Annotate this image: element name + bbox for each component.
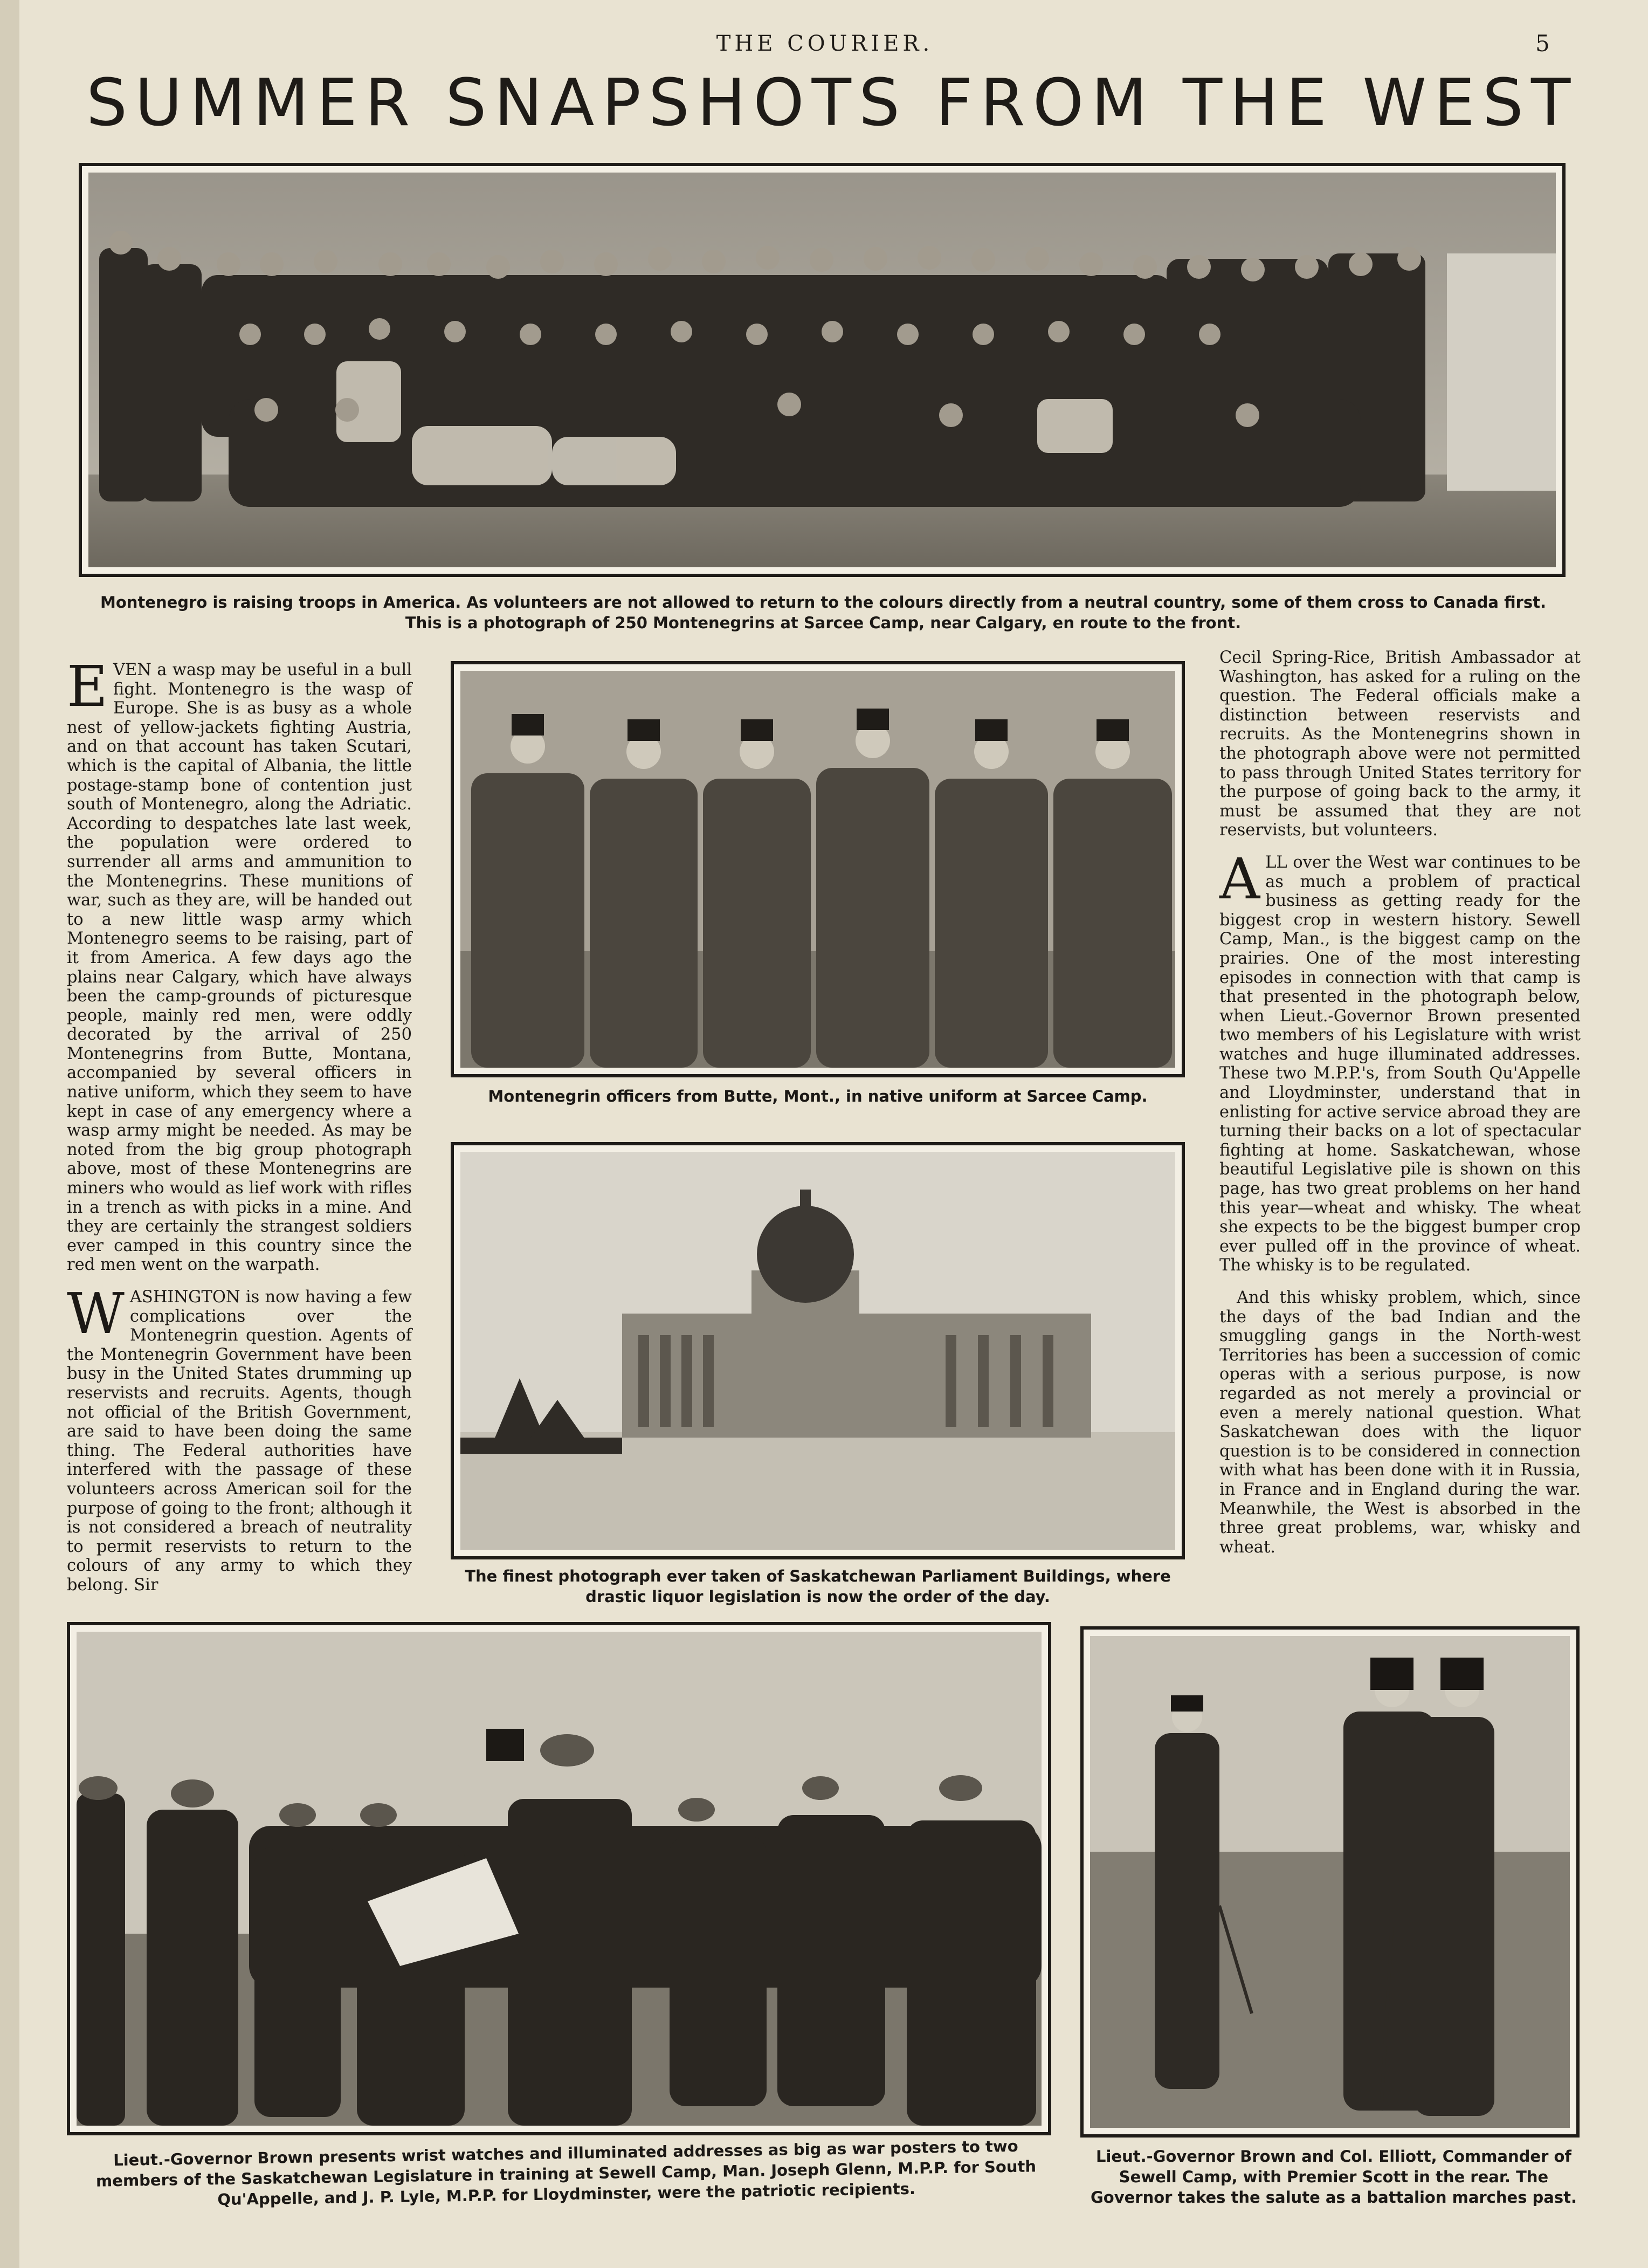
running-head: THE COURIER. — [716, 31, 934, 56]
caption-governor-photo: Lieut.-Governor Brown and Col. Elliott, Commander of Sewell Camp, with Premier Scott in the rear. The Governor takes the salute as a battalion marches past. — [1090, 2147, 1577, 2207]
page-number: 5 — [1535, 30, 1550, 57]
article-column-left — [67, 654, 412, 1608]
photo-governor-and-commander — [1080, 1626, 1580, 2138]
officers-photo-illustration — [460, 671, 1175, 1068]
drop-cap: A — [1219, 846, 1260, 912]
binding-gutter — [0, 0, 19, 2268]
paragraph-washington: WASHINGTON is now having a few complications over the Montenegrin question. Agents of the Montenegrin Government have been busy in the United States drumming up reservists and recruits. Agents, though not official of the British Government, are said to have been doing the same thing. The Federal authorities have interfered with the passage of these volunteers across American soil for the purpose of going to the front; although it is not considered a breach of neutrality to permit reservists to return to the colours of any army to which they belong. Sir — [67, 1281, 412, 1595]
photo-montenegrin-volunteers-group — [79, 163, 1566, 577]
page-headline: SUMMER SNAPSHOTS FROM THE WEST — [86, 66, 1578, 141]
caption-officers-photo: Montenegrin officers from Butte, Mont., in native uniform at Sarcee Camp. — [488, 1087, 1148, 1105]
caption-group-photo: Montenegro is raising troops in America. As volunteers are not allowed to return to the colours directly from a neutral country, some of them cross to Canada first. This is a photograph of 250 Montenegrins at Sarcee Camp, near Calgary, en route to the front. — [100, 593, 1547, 632]
paragraph-wasp: EVEN a wasp may be useful in a bull fight. Montenegro is the wasp of Europe. She is as busy as a whole nest of yellow-jackets fighting Austria, and on that account has taken Scutari, which is the capital of Albania, the little postage-stamp bone of contention just south of Montenegro, along the Adriatic. According to despatches late last week, the population were ordered to surrender all arms and ammunition to the Montenegrins. These munitions of war, such as they are, will be handed out to a new little wasp army which Montenegro seems to be raising, part of it from America. A few days ago the plains near Calgary, which have always been the camp-grounds of picturesque people, mainly red men, were oddly decorated by the arrival of 250 Montenegrins from Butte, Montana, accompanied by several officers in native uniform, which they seem to have kept in case of any emergency where a wasp army might be needed. As may be noted from the big group photograph above, most of these Montenegrins are miners who would as lief work with rifles in a trench as with picks in a mine. And they are certainly the strangest soldiers ever camped in this country since the red men went on the warpath. — [67, 654, 412, 1275]
presentation-photo-illustration — [77, 1632, 1042, 2126]
governor-photo-illustration — [1090, 1636, 1570, 2128]
paragraph-whisky-problem: And this whisky problem, which, since the days of the bad Indian and the smuggling gangs in the North-west Territories has been a succession of comic operas with a serious purpose, is now regarded as not merely a provincial or even a merely national question. What Saskatchewan does with the liquor question is to be considered in connection with what has been done with it in Russia, in France and in England during the war. Meanwhile, the West is absorbed in the three great problems, war, whisky and wheat. — [1219, 1288, 1581, 1557]
drop-cap: W — [67, 1281, 125, 1346]
paragraph-all-over-the-west: ALL over the West war continues to be as much a problem of practical business as getting ready for the biggest crop in western history. Sewell Camp, Man., is the biggest camp on the prairies. One of the most interesting episodes in connection with that camp is that presented in the photograph below, when Lieut.-Governor Brown presented two members of his Legislature with wrist watches and huge illuminated addresses. These two M.P.P.'s, from South Qu'Appelle and Lloydminster, understand that in enlisting for active service abroad they are turning their backs on a lot of spectacular fighting at home. Saskatchewan, whose beautiful Legislative pile is shown on this page, has two great problems on her hand this year—wheat and whisky. The wheat she expects to be the biggest bumper crop ever pulled off in the province of wheat. The whisky is to be regulated. — [1219, 846, 1581, 1275]
photo-saskatchewan-parliament — [451, 1142, 1185, 1559]
photo-montenegrin-officers — [451, 661, 1185, 1077]
article-column-right — [1219, 648, 1581, 1570]
caption-parliament-photo: The finest photograph ever taken of Saskatchewan Parliament Buildings, where drastic liquor legislation is now the order of the day. — [465, 1567, 1171, 1606]
caption-presentation-photo: Lieut.-Governor Brown presents wrist watches and illuminated addresses as big as war posters to two members of the Saskatchewan Legislature in training at Sewell Camp, Man. Joseph Glenn, M.P.P. for South Qu'Appelle, and J. P. Lyle, M.P.P. for Lloydminster, were the patriotic recipients. — [95, 2136, 1037, 2209]
photo-sewell-camp-presentation — [67, 1622, 1051, 2135]
paragraph-spring-rice: Cecil Spring-Rice, British Ambassador at Washington, has asked for a ruling on the question. The Federal officials make a distinction between reservists and recruits. As the Montenegrins shown in the photograph above were not permitted to pass through United States territory for the purpose of going back to the army, it must be assumed that they are not reservists, but volunteers. — [1219, 648, 1581, 840]
drop-cap: E — [67, 654, 108, 719]
group-photo-illustration — [88, 173, 1556, 567]
parliament-photo-illustration — [460, 1152, 1175, 1550]
